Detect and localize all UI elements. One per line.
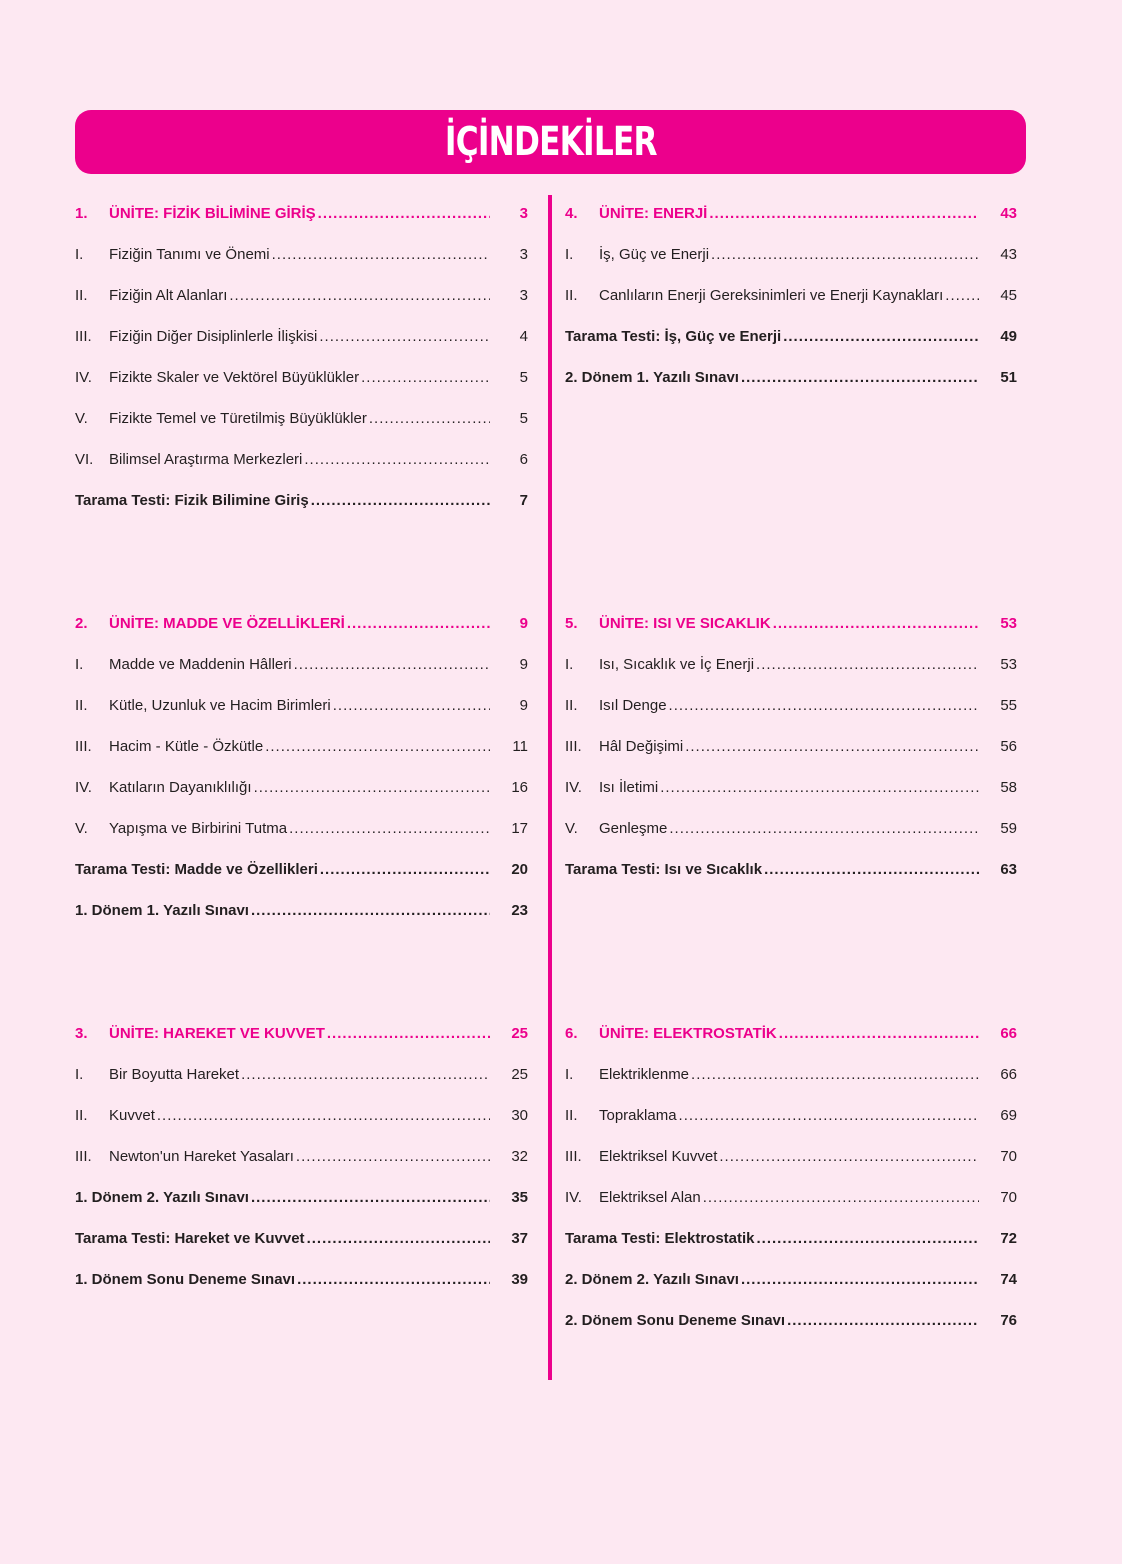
- toc-unit-heading[interactable]: [75, 193, 528, 234]
- toc-page-number: 70: [1000, 1148, 1017, 1165]
- dot-leader: [757, 1230, 979, 1247]
- toc-entry[interactable]: [75, 1095, 528, 1136]
- toc-entry-label: [75, 1230, 490, 1247]
- dot-leader: [369, 410, 490, 427]
- dot-leader: [297, 1271, 490, 1288]
- dot-leader: [691, 1066, 979, 1083]
- toc-page-number: 63: [1000, 861, 1017, 878]
- toc-page-number: 3: [519, 205, 528, 222]
- toc-entry-title: ÜNİTE: HAREKET VE KUVVET: [109, 1025, 325, 1042]
- toc-entry-number: 6.: [565, 1025, 578, 1042]
- toc-entry[interactable]: [75, 439, 528, 480]
- toc-entry-label: [75, 1066, 490, 1083]
- toc-entry-title: Tarama Testi: Isı ve Sıcaklık: [565, 861, 763, 878]
- toc-entry[interactable]: [75, 808, 528, 849]
- toc-entry-number: I.: [75, 1066, 84, 1083]
- toc-entry-title: Katıların Dayanıklılığı: [109, 779, 252, 796]
- toc-entry-title: Madde ve Maddenin Hâlleri: [109, 656, 292, 673]
- toc-entry-title: Bilimsel Araştırma Merkezleri: [109, 451, 303, 468]
- toc-entry-title: Topraklama: [599, 1107, 677, 1124]
- toc-entry-label: [75, 205, 490, 222]
- toc-page-number: 4: [519, 328, 528, 345]
- dot-leader: [307, 1230, 490, 1247]
- toc-entry[interactable]: [75, 480, 528, 521]
- dot-leader: [741, 1271, 979, 1288]
- toc-page-number: 66: [1000, 1025, 1017, 1042]
- toc-entry-title: ÜNİTE: FİZİK BİLİMİNE GİRİŞ: [109, 205, 316, 222]
- toc-entry-title: Elektriksel Alan: [599, 1189, 701, 1206]
- toc-unit-heading[interactable]: [75, 603, 528, 644]
- toc-entry-label: [565, 1271, 979, 1288]
- dot-leader: [289, 820, 490, 837]
- dot-leader: [679, 1107, 979, 1124]
- toc-entry-title: 2. Dönem Sonu Deneme Sınavı: [565, 1312, 786, 1329]
- toc-page-number: 51: [1000, 369, 1017, 386]
- toc-entry-label: [75, 779, 490, 796]
- dot-leader: [229, 287, 490, 304]
- toc-entry-label: [75, 1189, 490, 1206]
- dot-leader: [669, 820, 979, 837]
- toc-entry-number: IV.: [75, 369, 92, 386]
- toc-entry-label: [75, 738, 490, 755]
- toc-unit-heading[interactable]: [565, 603, 1017, 644]
- toc-section-unit-1: [75, 193, 528, 521]
- toc-entry-number: II.: [565, 287, 578, 304]
- toc-entry-title: Fizikte Temel ve Türetilmiş Büyüklükler: [109, 410, 367, 427]
- toc-entry-title: Tarama Testi: Fizik Bilimine Giriş: [75, 492, 309, 509]
- toc-entry-number: IV.: [565, 1189, 582, 1206]
- toc-entry-label: [565, 820, 979, 837]
- toc-entry-number: II.: [75, 1107, 88, 1124]
- toc-page-number: 59: [1000, 820, 1017, 837]
- toc-page-number: 43: [1000, 205, 1017, 222]
- toc-page-number: 70: [1000, 1189, 1017, 1206]
- toc-entry-number: II.: [565, 697, 578, 714]
- toc-entry-title: Hacim - Kütle - Özkütle: [109, 738, 264, 755]
- toc-entry-number: V.: [75, 820, 88, 837]
- toc-entry-label: [75, 1107, 490, 1124]
- toc-entry-title: Elektriksel Kuvvet: [599, 1148, 718, 1165]
- toc-entry-title: Elektriklenme: [599, 1066, 690, 1083]
- dot-leader: [251, 1189, 490, 1206]
- dot-leader: [241, 1066, 490, 1083]
- toc-section-unit-6: [565, 1013, 1017, 1341]
- toc-page-number: 45: [1000, 287, 1017, 304]
- toc-entry-number: III.: [565, 738, 582, 755]
- toc-entry-title: Kütle, Uzunluk ve Hacim Birimleri: [109, 697, 331, 714]
- toc-page-number: 53: [1000, 615, 1017, 632]
- toc-entry-label: [75, 1148, 490, 1165]
- toc-page-number: 17: [511, 820, 528, 837]
- dot-leader: [685, 738, 979, 755]
- dot-leader: [319, 328, 490, 345]
- dot-leader: [320, 861, 490, 878]
- toc-entry-title: 2. Dönem 1. Yazılı Sınavı: [565, 369, 739, 386]
- dot-leader: [787, 1312, 979, 1329]
- toc-entry-number: III.: [75, 738, 92, 755]
- toc-entry-label: [75, 328, 490, 345]
- toc-page-number: 23: [511, 902, 528, 919]
- toc-entry-label: [565, 205, 979, 222]
- toc-entry-number: III.: [75, 1148, 92, 1165]
- toc-entry[interactable]: [75, 726, 528, 767]
- toc-page-number: 9: [519, 697, 528, 714]
- toc-entry-label: [75, 820, 490, 837]
- toc-entry-title: Fiziğin Tanımı ve Önemi: [109, 246, 270, 263]
- dot-leader: [703, 1189, 979, 1206]
- toc-entry[interactable]: [565, 1136, 1017, 1177]
- toc-entry[interactable]: [565, 726, 1017, 767]
- toc-entry[interactable]: [75, 398, 528, 439]
- toc-entry-label: [75, 246, 490, 263]
- toc-section-unit-2: [75, 603, 528, 931]
- toc-page-number: 11: [512, 738, 528, 755]
- toc-entry-label: [565, 287, 979, 304]
- toc-entry-label: [565, 1066, 979, 1083]
- toc-entry-label: [75, 287, 490, 304]
- toc-entry[interactable]: [565, 1054, 1017, 1095]
- toc-page-number: 35: [511, 1189, 528, 1206]
- dot-leader: [660, 779, 979, 796]
- toc-unit-heading[interactable]: [75, 1013, 528, 1054]
- toc-unit-heading[interactable]: [565, 1013, 1017, 1054]
- toc-entry-label: [75, 902, 490, 919]
- toc-entry-title: Newton'un Hareket Yasaları: [109, 1148, 294, 1165]
- dot-leader: [764, 861, 979, 878]
- dot-leader: [711, 246, 979, 263]
- toc-page-number: 6: [519, 451, 528, 468]
- toc-entry[interactable]: [75, 275, 528, 316]
- toc-entry[interactable]: [565, 357, 1017, 398]
- toc-entry-title: 1. Dönem 1. Yazılı Sınavı: [75, 902, 249, 919]
- dot-leader: [327, 1025, 490, 1042]
- toc-entry[interactable]: [75, 767, 528, 808]
- dot-leader: [945, 287, 979, 304]
- dot-leader: [318, 205, 490, 222]
- toc-entry-title: Kuvvet: [109, 1107, 155, 1124]
- toc-entry-label: [565, 1312, 979, 1329]
- title-banner: [75, 110, 1026, 174]
- toc-entry[interactable]: [565, 1177, 1017, 1218]
- toc-page-number: 37: [511, 1230, 528, 1247]
- toc-entry[interactable]: [565, 1300, 1017, 1341]
- toc-entry-label: [565, 1107, 979, 1124]
- toc-entry-label: [565, 779, 979, 796]
- toc-entry[interactable]: [75, 1177, 528, 1218]
- toc-unit-heading[interactable]: [565, 193, 1017, 234]
- toc-entry[interactable]: [565, 316, 1017, 357]
- toc-entry-title: Canlıların Enerji Gereksinimleri ve Enerji Kaynakları: [599, 287, 944, 304]
- toc-page-number: 66: [1000, 1066, 1017, 1083]
- toc-page-number: 5: [519, 369, 528, 386]
- dot-leader: [265, 738, 490, 755]
- toc-section-unit-3: [75, 1013, 528, 1300]
- toc-entry-number: II.: [75, 287, 88, 304]
- dot-leader: [741, 369, 979, 386]
- toc-entry-label: [565, 656, 979, 673]
- toc-entry[interactable]: [75, 1054, 528, 1095]
- toc-entry-number: VI.: [75, 451, 94, 468]
- toc-entry-title: İş, Güç ve Enerji: [599, 246, 710, 263]
- dot-leader: [251, 902, 490, 919]
- dot-leader: [272, 246, 490, 263]
- toc-entry-label: [75, 369, 490, 386]
- toc-page-number: 20: [511, 861, 528, 878]
- toc-entry-title: ÜNİTE: ENERJİ: [599, 205, 708, 222]
- toc-entry[interactable]: [75, 234, 528, 275]
- toc-entry-title: Bir Boyutta Hareket: [109, 1066, 240, 1083]
- column-divider: [548, 195, 552, 1380]
- toc-entry-title: Genleşme: [599, 820, 668, 837]
- toc-entry[interactable]: [75, 357, 528, 398]
- toc-entry-title: Tarama Testi: İş, Güç ve Enerji: [565, 328, 782, 345]
- toc-entry-label: [75, 451, 490, 468]
- toc-page-number: 74: [1000, 1271, 1017, 1288]
- page-title: İÇİNDEKİLER: [444, 119, 657, 165]
- toc-entry-number: IV.: [75, 779, 92, 796]
- toc-entry-title: Tarama Testi: Madde ve Özellikleri: [75, 861, 318, 878]
- toc-section-unit-4: [565, 193, 1017, 398]
- toc-entry[interactable]: [565, 1259, 1017, 1300]
- toc-entry-label: [75, 697, 490, 714]
- toc-entry[interactable]: [565, 1218, 1017, 1259]
- dot-leader: [311, 492, 490, 509]
- dot-leader: [254, 779, 490, 796]
- toc-page-number: 56: [1000, 738, 1017, 755]
- toc-entry-label: [565, 615, 979, 632]
- toc-entry-number: I.: [75, 246, 84, 263]
- toc-entry-number: III.: [565, 1148, 582, 1165]
- dot-leader: [719, 1148, 979, 1165]
- dot-leader: [773, 615, 979, 632]
- toc-entry-number: 5.: [565, 615, 578, 632]
- toc-entry-title: Isıl Denge: [599, 697, 667, 714]
- toc-entry-number: I.: [565, 246, 574, 263]
- toc-entry-number: 1.: [75, 205, 88, 222]
- toc-entry[interactable]: [565, 849, 1017, 890]
- toc-entry-label: [565, 738, 979, 755]
- toc-page-number: 69: [1000, 1107, 1017, 1124]
- toc-entry-number: I.: [75, 656, 84, 673]
- toc-entry[interactable]: [75, 1259, 528, 1300]
- toc-entry[interactable]: [75, 1136, 528, 1177]
- toc-entry-label: [565, 1230, 979, 1247]
- toc-entry-number: I.: [565, 1066, 574, 1083]
- toc-entry-title: 1. Dönem Sonu Deneme Sınavı: [75, 1271, 296, 1288]
- toc-page-number: 9: [519, 615, 528, 632]
- toc-entry-title: ÜNİTE: ELEKTROSTATİK: [599, 1025, 777, 1042]
- toc-entry-title: 1. Dönem 2. Yazılı Sınavı: [75, 1189, 249, 1206]
- dot-leader: [294, 656, 490, 673]
- toc-entry-number: V.: [565, 820, 578, 837]
- dot-leader: [157, 1107, 490, 1124]
- toc-entry-label: [75, 410, 490, 427]
- toc-page-number: 3: [519, 246, 528, 263]
- toc-entry-title: ÜNİTE: ISI VE SICAKLIK: [599, 615, 771, 632]
- toc-entry[interactable]: [565, 234, 1017, 275]
- toc-entry-title: Isı, Sıcaklık ve İç Enerji: [599, 656, 755, 673]
- toc-page-number: 49: [1000, 328, 1017, 345]
- toc-entry[interactable]: [75, 316, 528, 357]
- toc-page-number: 25: [511, 1066, 528, 1083]
- dot-leader: [779, 1025, 979, 1042]
- toc-page-number: 25: [511, 1025, 528, 1042]
- toc-page-number: 55: [1000, 697, 1017, 714]
- toc-entry-number: II.: [565, 1107, 578, 1124]
- toc-entry[interactable]: [75, 644, 528, 685]
- toc-entry[interactable]: [565, 275, 1017, 316]
- dot-leader: [347, 615, 490, 632]
- toc-page-number: 30: [511, 1107, 528, 1124]
- toc-entry-title: Isı İletimi: [599, 779, 659, 796]
- dot-leader: [756, 656, 979, 673]
- toc-entry-number: 2.: [75, 615, 88, 632]
- toc-entry-number: 3.: [75, 1025, 88, 1042]
- toc-entry-title: Fiziğin Alt Alanları: [109, 287, 228, 304]
- toc-page-number: 32: [511, 1148, 528, 1165]
- toc-page-number: 5: [519, 410, 528, 427]
- toc-entry-number: II.: [75, 697, 88, 714]
- toc-entry-label: [565, 697, 979, 714]
- toc-page-number: 3: [519, 287, 528, 304]
- toc-entry[interactable]: [75, 685, 528, 726]
- toc-entry-title: Yapışma ve Birbirini Tutma: [109, 820, 288, 837]
- toc-entry-number: V.: [75, 410, 88, 427]
- toc-entry[interactable]: [75, 849, 528, 890]
- toc-entry[interactable]: [565, 808, 1017, 849]
- toc-entry-title: Fiziğin Diğer Disiplinlerle İlişkisi: [109, 328, 318, 345]
- toc-entry-label: [75, 1025, 490, 1042]
- toc-entry-label: [75, 615, 490, 632]
- dot-leader: [669, 697, 979, 714]
- toc-entry-title: 2. Dönem 2. Yazılı Sınavı: [565, 1271, 739, 1288]
- toc-entry-label: [565, 246, 979, 263]
- toc-page-number: 76: [1000, 1312, 1017, 1329]
- toc-page-number: 72: [1000, 1230, 1017, 1247]
- toc-entry-label: [75, 492, 490, 509]
- toc-page-number: 9: [519, 656, 528, 673]
- toc-entry-label: [565, 1025, 979, 1042]
- toc-entry[interactable]: [565, 1095, 1017, 1136]
- toc-entry-number: IV.: [565, 779, 582, 796]
- toc-entry-title: ÜNİTE: MADDE VE ÖZELLİKLERİ: [109, 615, 345, 632]
- toc-entry[interactable]: [565, 685, 1017, 726]
- toc-entry-label: [565, 861, 979, 878]
- dot-leader: [361, 369, 490, 386]
- toc-page-number: 58: [1000, 779, 1017, 796]
- dot-leader: [333, 697, 490, 714]
- dot-leader: [709, 205, 979, 222]
- dot-leader: [783, 328, 979, 345]
- toc-entry[interactable]: [75, 890, 528, 931]
- toc-entry-label: [565, 1189, 979, 1206]
- toc-entry[interactable]: [75, 1218, 528, 1259]
- toc-entry-title: Fizikte Skaler ve Vektörel Büyüklükler: [109, 369, 360, 386]
- toc-entry-number: 4.: [565, 205, 578, 222]
- toc-entry-title: Hâl Değişimi: [599, 738, 684, 755]
- toc-page-number: 16: [511, 779, 528, 796]
- toc-entry[interactable]: [565, 644, 1017, 685]
- toc-entry-label: [75, 861, 490, 878]
- toc-entry[interactable]: [565, 767, 1017, 808]
- toc-entry-number: III.: [75, 328, 92, 345]
- toc-page-number: 43: [1000, 246, 1017, 263]
- toc-entry-label: [565, 1148, 979, 1165]
- toc-page-number: 39: [511, 1271, 528, 1288]
- toc-entry-title: Tarama Testi: Elektrostatik: [565, 1230, 755, 1247]
- toc-page-number: 53: [1000, 656, 1017, 673]
- toc-entry-number: I.: [565, 656, 574, 673]
- toc-entry-label: [75, 1271, 490, 1288]
- dot-leader: [296, 1148, 490, 1165]
- dot-leader: [304, 451, 490, 468]
- toc-entry-title: Tarama Testi: Hareket ve Kuvvet: [75, 1230, 305, 1247]
- toc-page-number: 7: [519, 492, 528, 509]
- toc-entry-label: [565, 328, 979, 345]
- toc-section-unit-5: [565, 603, 1017, 890]
- toc-entry-label: [565, 369, 979, 386]
- toc-entry-label: [75, 656, 490, 673]
